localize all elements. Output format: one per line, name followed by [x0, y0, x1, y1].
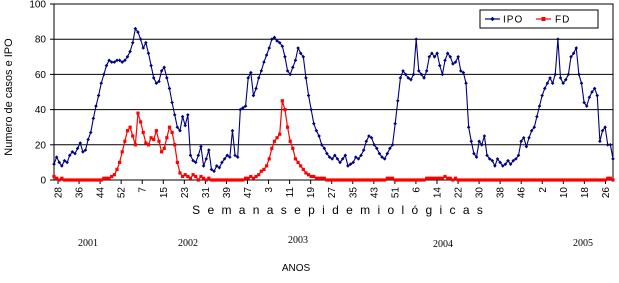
ipo-point [425, 69, 429, 73]
ipo-point [551, 81, 555, 85]
fd-point [139, 120, 142, 123]
ipo-point [202, 164, 206, 168]
ipo-point [611, 157, 615, 161]
ipo-point [181, 115, 185, 119]
ipo-point [540, 94, 544, 98]
ipo-point [556, 37, 560, 41]
fd-point [262, 168, 265, 171]
y-axis-title: Numero de casos e IPO [3, 38, 15, 156]
ipo-point [546, 81, 550, 85]
fd-point [291, 147, 294, 150]
ipo-point [105, 64, 109, 68]
fd-point [113, 173, 116, 176]
fd-point [257, 173, 260, 176]
x-tick-label: 22 [453, 187, 465, 199]
ipo-point [246, 76, 250, 80]
fd-point [134, 143, 137, 146]
x-axis-ticks [54, 180, 612, 198]
ipo-point [139, 37, 143, 41]
y-tick-label: 80 [34, 34, 46, 46]
ipo-point [456, 55, 460, 59]
x-tick-label: 47 [242, 187, 254, 199]
fd-point [197, 178, 200, 181]
ipo-point [186, 113, 190, 117]
fd-point [147, 143, 150, 146]
ipo-point [412, 73, 416, 77]
ipo-point [438, 64, 442, 68]
ipo-point [141, 46, 145, 50]
fd-point [142, 131, 145, 134]
fd-point [189, 177, 192, 180]
ipo-point [483, 134, 487, 138]
fd-point [281, 99, 284, 102]
ipo-point [315, 129, 319, 133]
ipo-point [89, 131, 93, 135]
ipo-point [577, 73, 581, 77]
x-tick-label: 43 [369, 187, 381, 199]
x-tick-label: 15 [158, 187, 170, 199]
ipo-point [464, 81, 468, 85]
fd-point [163, 147, 166, 150]
fd-point [194, 175, 197, 178]
legend-fd-label: FD [555, 14, 571, 26]
ipo-point [559, 76, 563, 80]
ipo-point [414, 37, 418, 41]
fd-point [165, 136, 168, 139]
ipo-point [265, 53, 269, 57]
ipo-point [144, 41, 148, 45]
fd-point [131, 134, 134, 137]
ipo-point [294, 59, 298, 63]
ipo-point [307, 94, 311, 98]
x-tick-label: 23 [179, 187, 191, 199]
ipo-point [92, 117, 96, 121]
ipo-point [399, 76, 403, 80]
ipo-point [86, 138, 90, 142]
fd-point [265, 164, 268, 167]
y-tick-label: 60 [34, 69, 46, 81]
ipo-point [128, 50, 132, 54]
ipo-point [147, 51, 151, 55]
x-tick-label: 39 [221, 187, 233, 199]
x-tick-label: 18 [579, 187, 591, 199]
year-label: 2002 [178, 238, 198, 249]
fd-point [168, 126, 171, 129]
ipo-point [173, 113, 177, 117]
ipo-point [469, 139, 473, 143]
ipo-point [165, 76, 169, 80]
ipo-point [189, 154, 193, 158]
ipo-point [257, 76, 261, 80]
x-tick-label: 2 [537, 187, 549, 193]
ipo-point [312, 122, 316, 126]
ipo-point [574, 46, 578, 50]
series-fd [52, 99, 614, 181]
ipo-point [304, 76, 308, 80]
fd-point [126, 129, 129, 132]
ipo-point [291, 66, 295, 70]
y-tick-label: 0 [40, 175, 46, 187]
ipo-point [393, 122, 397, 126]
x-tick-label: 26 [600, 187, 612, 199]
x-tick-label: 35 [348, 187, 360, 199]
fd-point [171, 131, 174, 134]
fd-point [115, 168, 118, 171]
ipo-point [396, 99, 400, 103]
ipo-point [365, 139, 369, 143]
y-axis-ticks [29, 0, 54, 187]
year-label: 2005 [573, 238, 593, 249]
ipo-point [207, 148, 211, 152]
ipo-point [538, 104, 542, 108]
ipo-point [386, 152, 390, 156]
x-tick-label: 36 [74, 187, 86, 199]
ipo-point [609, 143, 613, 147]
x-tick-label: 30 [474, 187, 486, 199]
ipo-point [254, 87, 258, 91]
fd-point [152, 138, 155, 141]
x-tick-label: 19 [306, 187, 318, 199]
year-label: 2003 [288, 235, 308, 246]
ipo-point [283, 55, 287, 59]
ipo-point [97, 94, 101, 98]
fd-point [173, 143, 176, 146]
ipo-point [598, 139, 602, 143]
year-label: 2004 [433, 239, 453, 250]
x-tick-label: 14 [432, 187, 444, 199]
ipo-point [52, 162, 56, 166]
ipo-point [441, 73, 445, 77]
plot-area-frame [54, 4, 613, 180]
ipo-line [54, 29, 613, 172]
x-tick-label: 11 [285, 187, 297, 198]
ipo-point [197, 154, 201, 158]
x-tick-label: 31 [200, 187, 212, 199]
fd-point [278, 133, 281, 136]
ipo-point [168, 87, 172, 91]
ipo-point [262, 60, 266, 64]
x-tick-label: 6 [411, 187, 423, 193]
ipo-point [362, 148, 366, 152]
years-axis-title: ANOS [281, 263, 311, 274]
year-labels [78, 235, 593, 250]
fd-point [611, 178, 614, 181]
x-tick-label: 51 [390, 187, 402, 199]
ipo-point [94, 104, 98, 108]
series-ipo [52, 27, 615, 173]
ipo-point [553, 73, 557, 77]
ipo-point [535, 115, 539, 119]
ipo-point [296, 46, 300, 50]
ipo-point [527, 136, 531, 140]
ipo-point [252, 94, 256, 98]
ipo-point [102, 73, 106, 77]
fd-point [294, 157, 297, 160]
ipo-point [204, 157, 208, 161]
fd-point [136, 112, 139, 115]
ipo-point [76, 147, 80, 151]
fd-point [160, 150, 163, 153]
ipo-point [595, 94, 599, 98]
gridlines [54, 39, 613, 145]
series-layer [52, 27, 615, 182]
ipo-point [493, 164, 497, 168]
ipo-point [467, 125, 471, 129]
x-tick-label: 27 [327, 187, 339, 199]
legend-ipo-label: IPO [503, 14, 524, 26]
ipo-point [170, 101, 174, 105]
fd-point [123, 140, 126, 143]
x-tick-label: 38 [495, 187, 507, 199]
fd-point [118, 161, 121, 164]
year-label: 2001 [78, 238, 98, 249]
fd-point [289, 140, 292, 143]
y-tick-label: 40 [34, 105, 46, 117]
ipo-point [588, 95, 592, 99]
x-tick-label: 44 [95, 187, 107, 199]
fd-point [121, 150, 124, 153]
fd-point [268, 157, 271, 160]
fd-point [157, 140, 160, 143]
ipo-point [183, 124, 187, 128]
ipo-point [443, 59, 447, 63]
fd-point [176, 161, 179, 164]
legend [480, 10, 598, 28]
x-tick-label: 28 [53, 187, 65, 199]
ipo-point [131, 41, 135, 45]
fd-point [296, 161, 299, 164]
x-tick-label: 10 [558, 187, 570, 199]
ipo-point [99, 81, 103, 85]
ipo-point [567, 73, 571, 77]
ipo-point [580, 81, 584, 85]
fd-point [302, 168, 305, 171]
ipo-point [543, 87, 547, 91]
ipo-point [309, 108, 313, 112]
x-tick-label: 3 [264, 187, 276, 193]
x-tick-label: 46 [516, 187, 528, 199]
fd-point [275, 136, 278, 139]
ipo-point [317, 134, 321, 138]
fd-point [129, 126, 132, 129]
ipo-point [260, 69, 264, 73]
fd-point [178, 171, 181, 174]
x-tick-label: 7 [137, 187, 149, 193]
fd-point [270, 147, 273, 150]
x-tick-label: 52 [116, 187, 128, 199]
ipo-point [231, 129, 235, 133]
ipo-point [548, 76, 552, 80]
ipo-point [267, 46, 271, 50]
ipo-point [55, 155, 59, 159]
y-tick-label: 20 [34, 140, 46, 152]
fd-point [299, 164, 302, 167]
ipo-point [152, 76, 156, 80]
fd-point [155, 129, 158, 132]
fd-point [286, 126, 289, 129]
fd-point [283, 108, 286, 111]
fd-point [273, 140, 276, 143]
y-tick-label: 100 [29, 0, 46, 11]
ipo-point [149, 64, 153, 68]
legend-fd-marker [542, 17, 546, 21]
x-axis-title: S e m a n a s e p i d e m i o l ó g i c a s [192, 203, 485, 217]
